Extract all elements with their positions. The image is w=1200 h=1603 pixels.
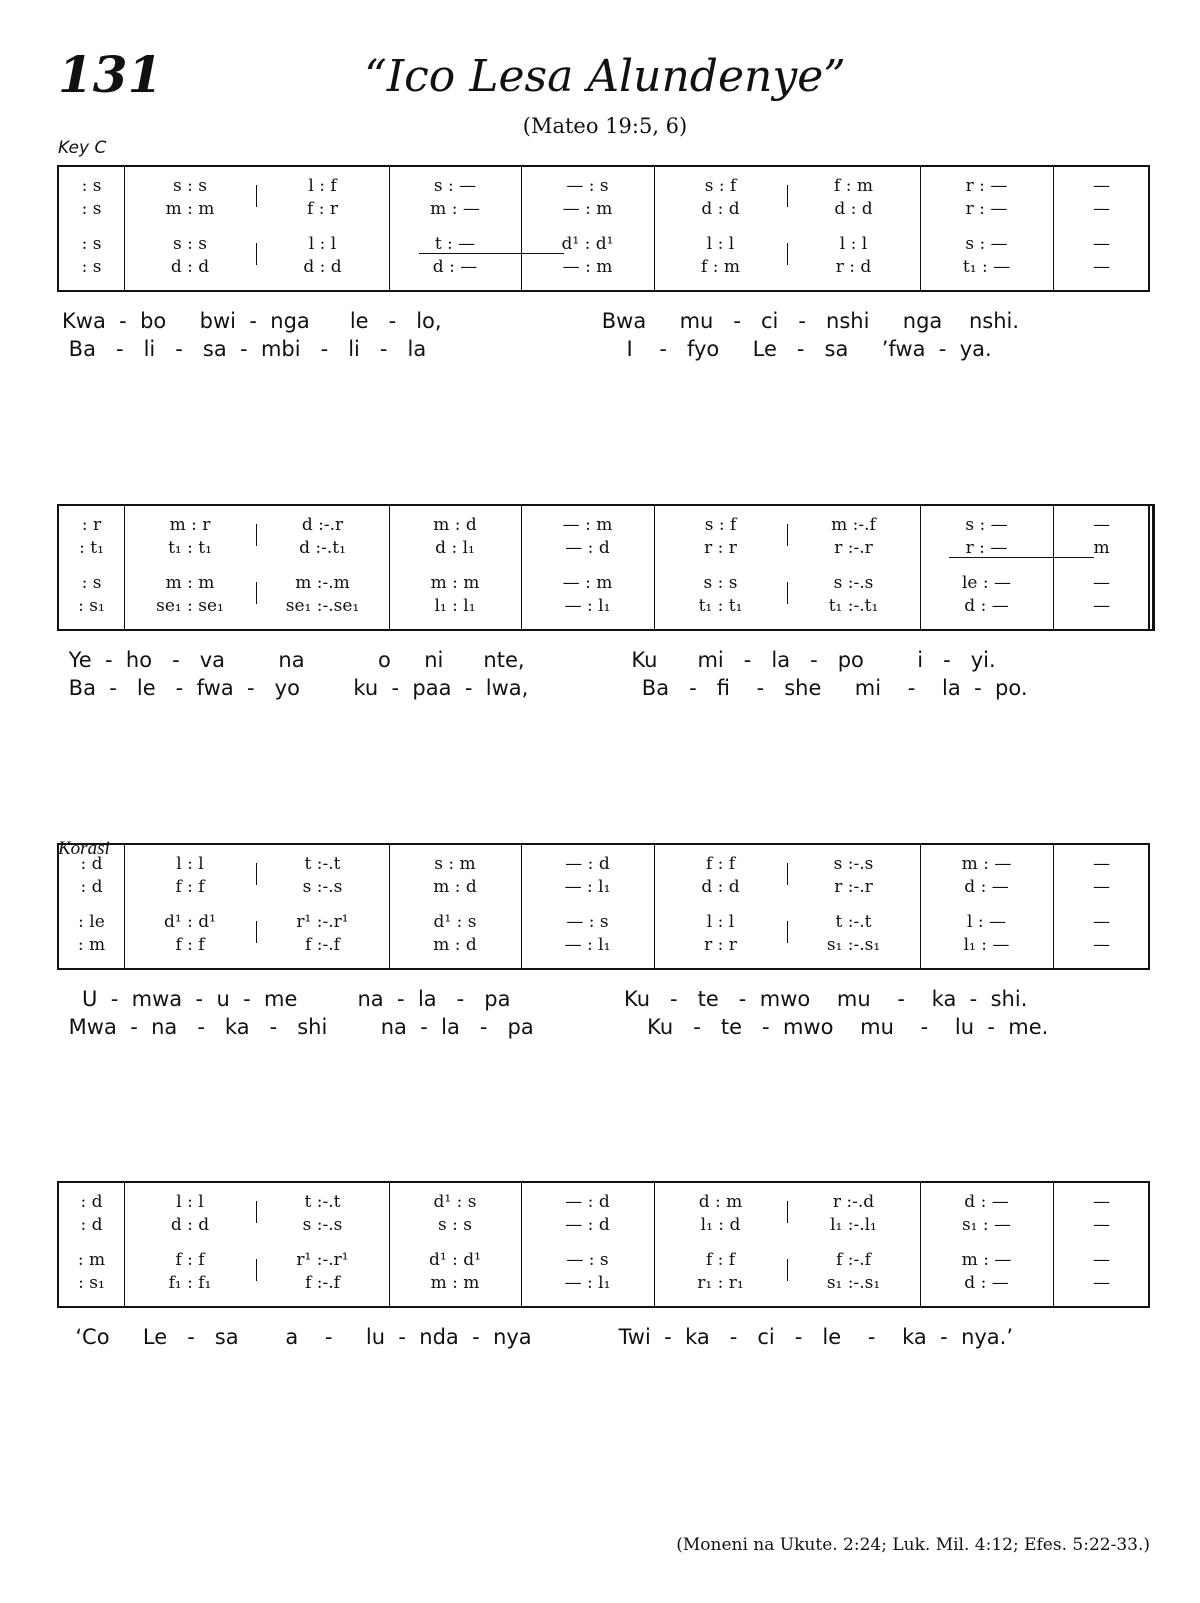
solfa-cell: m [1093,538,1110,558]
solfa-cell: m : m [430,1273,480,1293]
chorus-label: Korasi [58,838,110,859]
solfa-cell: m : m [430,573,480,593]
solfa-cell: f : f [705,854,736,874]
solfa-cell: s :-.s [302,1215,343,1235]
notation-system-3 [57,843,1150,970]
bar-line [521,845,522,968]
solfa-cell: : m [77,935,106,955]
solfa-cell: — : s [566,1250,609,1270]
solfa-cell: : d [80,877,103,897]
solfa-cell: d : — [964,596,1009,616]
solfa-cell: — [1093,234,1110,254]
solfa-cell: s : — [433,176,477,196]
solfa-cell: d : d [303,257,342,277]
solfa-cell: r : — [965,538,1008,558]
lyric-line: Kwa - bo bwi - nga le - lo, Bwa mu - ci - nshi nga nshi. [62,309,1020,333]
solfa-cell: l₁ :-.l₁ [830,1215,877,1235]
solfa-cell: m : m [165,573,215,593]
solfa-cell: r : — [965,176,1008,196]
solfa-cell: : s [81,573,102,593]
solfa-cell: — [1093,935,1110,955]
key-signature-label: Key C [58,138,107,158]
solfa-cell: d¹ : d¹ [429,1250,481,1270]
solfa-cell: m :-.m [295,573,350,593]
lyric-line: U - mwa - u - me na - la - pa Ku - te - mwo mu - ka - shi. [62,987,1028,1011]
solfa-cell: : s [81,257,102,277]
bar-line [389,845,390,968]
solfa-cell: — [1093,877,1110,897]
bar-line [521,506,522,629]
bar-line [1053,506,1054,629]
half-bar-line [787,243,788,265]
solfa-cell: s : m [434,854,476,874]
solfa-cell: : s₁ [78,596,105,616]
solfa-cell: — : l₁ [564,1273,611,1293]
solfa-cell: d : — [964,1192,1009,1212]
solfa-cell: — [1093,176,1110,196]
solfa-cell: — : s [566,176,609,196]
solfa-cell: t :-.t [304,1192,341,1212]
solfa-cell: — : m [562,199,613,219]
solfa-cell: d : d [170,257,210,277]
bar-line [920,506,921,629]
solfa-cell: l : l [176,854,204,874]
solfa-cell: d : — [964,877,1009,897]
solfa-cell: s : f [704,515,737,535]
bar-line [124,167,125,290]
bar-line [654,167,655,290]
solfa-cell: t₁ :-.t₁ [828,596,879,616]
solfa-cell: d :-.r [301,515,344,535]
notation-system-1 [57,165,1150,292]
solfa-cell: — : s [566,912,609,932]
half-bar-line [787,1201,788,1223]
half-bar-line [787,921,788,943]
bar-line [1053,167,1054,290]
solfa-cell: — [1093,1273,1110,1293]
lyric-line: Mwa - na - ka - shi na - la - pa Ku - te - mwo mu - lu - me. [62,1015,1049,1039]
solfa-cell: : le [78,912,105,932]
solfa-cell: l₁ : — [963,935,1010,955]
bar-line [124,506,125,629]
bar-line [654,845,655,968]
solfa-cell: s₁ :-.s₁ [826,935,881,955]
bar-line [1053,1183,1054,1306]
lyric-line: Ye - ho - va na o ni nte, Ku mi - la - po i - yi. [62,648,996,672]
solfa-cell: : s [81,199,102,219]
solfa-cell: r¹ :-.r¹ [296,1250,349,1270]
half-bar-line [256,185,257,207]
solfa-cell: — [1093,854,1110,874]
solfa-cell: : d [80,1192,103,1212]
bar-line [389,506,390,629]
solfa-cell: : d [80,854,103,874]
solfa-cell: : r [81,515,102,535]
half-bar-line [256,243,257,265]
solfa-cell: se₁ : se₁ [156,596,224,616]
solfa-cell: se₁ :-.se₁ [285,596,360,616]
bar-line [920,845,921,968]
solfa-cell: d : d [834,199,873,219]
solfa-cell: t₁ : t₁ [698,596,743,616]
bar-line [124,845,125,968]
bar-line [920,1183,921,1306]
solfa-cell: — : d [565,538,610,558]
solfa-cell: f : r [307,199,338,219]
solfa-cell: f : m [701,257,740,277]
solfa-cell: m : — [961,1250,1012,1270]
solfa-cell: m : — [961,854,1012,874]
solfa-cell: t₁ : — [962,257,1011,277]
solfa-cell: r :-.r [834,877,873,897]
solfa-cell: s : — [965,515,1008,535]
solfa-cell: d : d [170,1215,210,1235]
solfa-cell: s : s [173,176,207,196]
solfa-cell: d : — [964,1273,1009,1293]
half-bar-line [787,863,788,885]
solfa-cell: : s [81,176,102,196]
lyric-line: ‘Co Le - sa a - lu - nda - nya Twi - ka - ci - le - ka - nya.’ [62,1325,1014,1349]
solfa-cell: f :-.f [305,1273,340,1293]
solfa-cell: s : s [438,1215,472,1235]
solfa-cell: m :-.f [831,515,876,535]
solfa-cell: r : r [704,935,737,955]
solfa-cell: — [1093,1250,1110,1270]
half-bar-line [256,524,257,546]
solfa-cell: — [1093,257,1110,277]
solfa-cell: — : l₁ [564,877,611,897]
notation-system-2 [57,504,1150,631]
solfa-cell: : s [81,234,102,254]
solfa-cell: — : d [565,1215,610,1235]
solfa-cell: — [1093,1192,1110,1212]
solfa-cell: f : f [175,1250,205,1270]
solfa-cell: — [1093,596,1110,616]
solfa-cell: l : — [967,912,1006,932]
half-bar-line [787,524,788,546]
solfa-cell: s₁ : — [961,1215,1012,1235]
solfa-cell: l : l [176,1192,204,1212]
solfa-cell: — [1093,1215,1110,1235]
bar-line [920,167,921,290]
solfa-cell: d : m [698,1192,743,1212]
solfa-cell: s :-.s [833,573,874,593]
half-bar-line [256,921,257,943]
solfa-cell: t₁ : t₁ [168,538,212,558]
solfa-cell: f :-.f [836,1250,871,1270]
notation-system-4 [57,1181,1150,1308]
solfa-cell: l : f [308,176,337,196]
bar-line [521,1183,522,1306]
solfa-cell: — : m [562,573,613,593]
solfa-cell: l : l [706,234,735,254]
solfa-cell: — : d [565,854,610,874]
scripture-reference: (Mateo 19:5, 6) [522,114,688,138]
solfa-cell: r :-.r [834,538,873,558]
half-bar-line [787,185,788,207]
bar-line [654,1183,655,1306]
half-bar-line [787,1259,788,1281]
solfa-cell: r : r [704,538,737,558]
solfa-cell: m : m [165,199,215,219]
solfa-cell: m : r [169,515,211,535]
solfa-cell: r : — [965,199,1008,219]
solfa-cell: d¹ : s [433,912,477,932]
solfa-cell: — [1093,199,1110,219]
solfa-cell: m : d [433,515,477,535]
solfa-cell: f :-.f [305,935,340,955]
solfa-cell: — [1093,573,1110,593]
solfa-cell: d : l₁ [435,538,475,558]
half-bar-line [256,1201,257,1223]
half-bar-line [256,863,257,885]
solfa-cell: s : f [704,176,737,196]
solfa-cell: f : m [834,176,873,196]
solfa-cell: — [1093,912,1110,932]
lyric-line: Ba - le - fwa - yo ku - paa - lwa, Ba - fi - she mi - la - po. [62,676,1028,700]
solfa-cell: l₁ : l₁ [434,596,476,616]
bar-line [389,167,390,290]
solfa-cell: — : m [562,515,613,535]
solfa-cell: r : d [835,257,872,277]
solfa-cell: : m [77,1250,106,1270]
solfa-cell: s :-.s [833,854,874,874]
solfa-cell: l₁ : d [700,1215,741,1235]
solfa-cell: s : — [965,234,1008,254]
solfa-cell: d :-.t₁ [299,538,346,558]
hymn-title: “Ico Lesa Alundenye” [364,51,846,102]
solfa-cell: f₁ : f₁ [168,1273,212,1293]
solfa-cell: t :-.t [835,912,872,932]
bar-line [389,1183,390,1306]
solfa-cell: s :-.s [302,877,343,897]
solfa-cell: m : d [433,877,477,897]
solfa-cell: s : s [703,573,738,593]
solfa-cell: t : — [434,234,476,254]
bar-line [1053,845,1054,968]
tie-line [949,557,1094,558]
solfa-cell: — : d [565,1192,610,1212]
solfa-cell: f : f [175,935,205,955]
solfa-cell: d¹ : d¹ [164,912,216,932]
half-bar-line [256,1259,257,1281]
solfa-cell: r¹ :-.r¹ [296,912,349,932]
half-bar-line [787,582,788,604]
bar-line [654,506,655,629]
solfa-cell: — : m [562,257,613,277]
solfa-cell: r₁ : r₁ [697,1273,744,1293]
footnote-references: (Moneni na Ukute. 2:24; Luk. Mil. 4:12; Efes. 5:22-33.) [676,1535,1150,1555]
solfa-cell: f : f [175,877,205,897]
solfa-cell: f : f [705,1250,736,1270]
solfa-cell: l : l [839,234,868,254]
tie-line [419,253,564,254]
solfa-cell: m : — [430,199,480,219]
half-bar-line [256,582,257,604]
solfa-cell: l : l [706,912,735,932]
solfa-cell: d : — [432,257,478,277]
solfa-cell: d¹ : s [433,1192,477,1212]
solfa-cell: r :-.d [832,1192,875,1212]
bar-line [521,167,522,290]
solfa-cell: s₁ :-.s₁ [826,1273,881,1293]
solfa-cell: — : l₁ [564,596,611,616]
solfa-cell: m : d [433,935,477,955]
bar-line [124,1183,125,1306]
solfa-cell: d : d [701,199,740,219]
solfa-cell: le : — [961,573,1012,593]
solfa-cell: t :-.t [304,854,341,874]
solfa-cell: — : l₁ [564,935,611,955]
hymn-number: 131 [58,45,163,104]
solfa-cell: d¹ : d¹ [561,234,614,254]
solfa-cell: d : d [701,877,740,897]
solfa-cell: l : l [308,234,337,254]
solfa-cell: — [1093,515,1110,535]
lyric-line: Ba - li - sa - mbi - li - la I - fyo Le - sa ’fwa - ya. [62,337,992,361]
solfa-cell: : t₁ [79,538,104,558]
solfa-cell: : s₁ [78,1273,105,1293]
solfa-cell: : d [80,1215,103,1235]
solfa-cell: s : s [173,234,207,254]
